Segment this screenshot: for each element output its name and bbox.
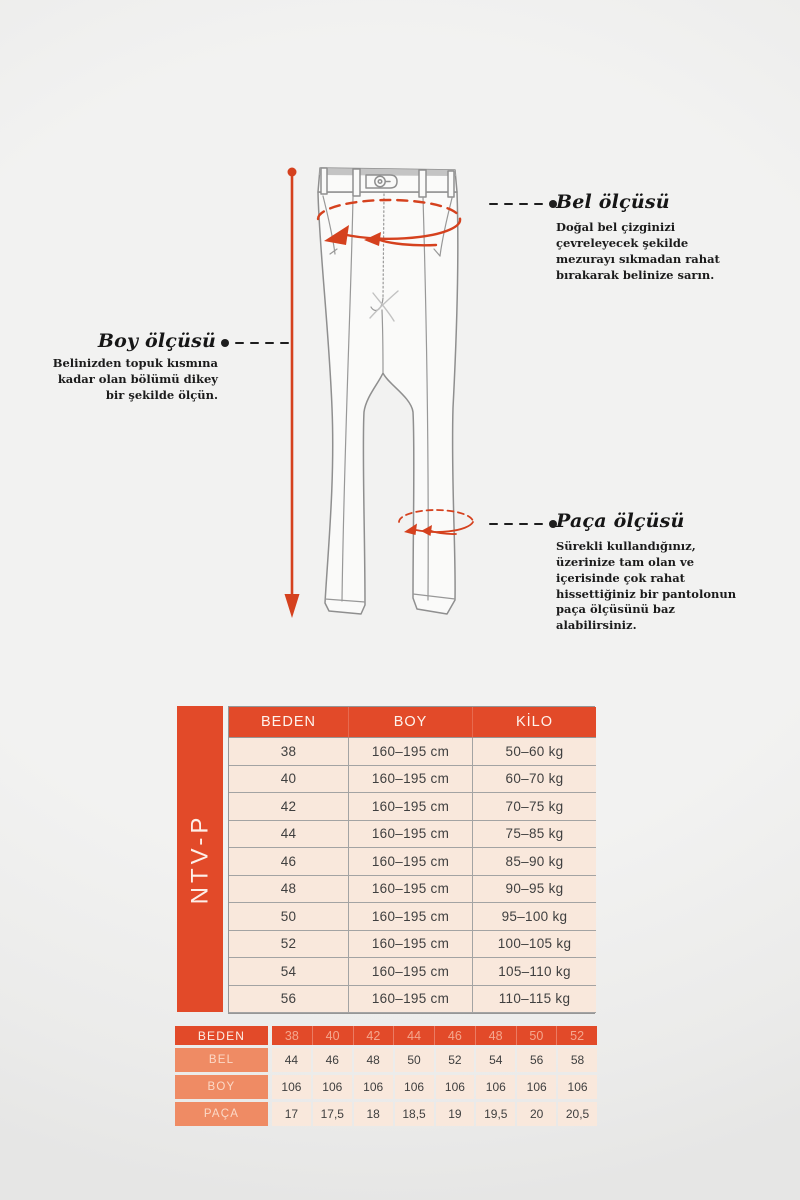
size-header-cell: 42 (353, 1026, 394, 1045)
size-chart-header-cell: BEDEN (229, 707, 349, 738)
table-cell: 56 (517, 1048, 556, 1072)
measure-label-paca: PAÇA (175, 1102, 268, 1126)
size-header-cell: 46 (434, 1026, 475, 1045)
table-cell: 75–85 kg (473, 821, 596, 849)
table-cell: 160–195 cm (349, 958, 473, 986)
table-cell: 160–195 cm (349, 821, 473, 849)
size-header-cell: 44 (393, 1026, 434, 1045)
table-cell: 90–95 kg (473, 876, 596, 904)
pants-drawing (276, 150, 488, 650)
table-cell: 20,5 (558, 1102, 597, 1126)
size-header-cell: 52 (556, 1026, 597, 1045)
size-header-cell: 50 (516, 1026, 557, 1045)
table-cell: 160–195 cm (349, 766, 473, 794)
product-code-bar (177, 706, 223, 1012)
size-header-cell: 40 (312, 1026, 353, 1045)
table-cell: 38 (229, 738, 349, 766)
table-cell: 18 (354, 1102, 393, 1126)
table-cell: 100–105 kg (473, 931, 596, 959)
table-cell: 44 (229, 821, 349, 849)
dash (504, 203, 513, 206)
table-cell: 105–110 kg (473, 958, 596, 986)
table-cell: 160–195 cm (349, 848, 473, 876)
dash (534, 203, 543, 206)
table-cell: 52 (436, 1048, 475, 1072)
table-cell: 160–195 cm (349, 931, 473, 959)
length-arrow-icon (285, 168, 300, 619)
measure-label-beden: BEDEN (175, 1026, 268, 1045)
table-cell: 54 (476, 1048, 515, 1072)
boy-title: Boy ölçüsü (97, 330, 216, 352)
table-cell: 160–195 cm (349, 793, 473, 821)
table-cell: 95–100 kg (473, 903, 596, 931)
table-cell: 160–195 cm (349, 903, 473, 931)
table-cell: 19 (436, 1102, 475, 1126)
size-chart-header-cell: KİLO (473, 707, 596, 738)
table-cell: 110–115 kg (473, 986, 596, 1014)
product-code-label: NTV-P (186, 813, 213, 905)
table-cell: 50–60 kg (473, 738, 596, 766)
dash (235, 342, 244, 345)
size-header-cell: 48 (475, 1026, 516, 1045)
table-cell: 18,5 (395, 1102, 434, 1126)
table-cell: 50 (229, 903, 349, 931)
measurement-table-body (272, 1048, 597, 1126)
table-cell: 106 (517, 1075, 556, 1099)
table-cell: 106 (354, 1075, 393, 1099)
dash (250, 342, 259, 345)
boy-dashed-connector (221, 339, 289, 347)
dash (534, 523, 543, 526)
table-cell: 44 (272, 1048, 311, 1072)
table-cell: 106 (558, 1075, 597, 1099)
table-cell: 60–70 kg (473, 766, 596, 794)
dash (519, 523, 528, 526)
bel-dashed-connector (489, 200, 557, 208)
boy-description: Belinizden topuk kısmına kadar olan bölümü dikey bir şekilde ölçün. (52, 356, 218, 402)
table-cell: 17,5 (313, 1102, 352, 1126)
table-cell: 56 (229, 986, 349, 1014)
paca-title: Paça ölçüsü (556, 510, 685, 532)
table-cell: 48 (354, 1048, 393, 1072)
table-cell: 106 (395, 1075, 434, 1099)
size-chart-header-cell: BOY (349, 707, 473, 738)
paca-description: Sürekli kullandığınız, üzerinize tam olan ve içerisinde çok rahat hissettiğiniz bir pantolonun paça ölçüsünü baz alabilirsiniz. (556, 539, 737, 633)
size-header-cell: 38 (284, 1028, 299, 1043)
table-cell: 42 (229, 793, 349, 821)
table-cell: 70–75 kg (473, 793, 596, 821)
table-cell: 17 (272, 1102, 311, 1126)
table-cell: 46 (229, 848, 349, 876)
table-cell: 160–195 cm (349, 738, 473, 766)
bel-title: Bel ölçüsü (556, 191, 670, 213)
table-cell: 85–90 kg (473, 848, 596, 876)
dash (519, 203, 528, 206)
pants-diagram (276, 150, 488, 650)
size-chart-table (228, 706, 595, 1014)
dash (489, 523, 498, 526)
table-cell: 52 (229, 931, 349, 959)
measurement-table-size-header (272, 1026, 597, 1045)
table-cell: 106 (476, 1075, 515, 1099)
dash (265, 342, 274, 345)
table-cell: 106 (313, 1075, 352, 1099)
bel-description: Doğal bel çizginizi çevreleyecek şekilde mezurayı sıkmadan rahat bırakarak belinize sarın. (556, 220, 720, 282)
table-cell: 160–195 cm (349, 876, 473, 904)
table-cell: 54 (229, 958, 349, 986)
table-cell: 58 (558, 1048, 597, 1072)
connector-dot (221, 339, 229, 347)
table-cell: 106 (436, 1075, 475, 1099)
table-cell: 46 (313, 1048, 352, 1072)
table-cell: 40 (229, 766, 349, 794)
dash (504, 523, 513, 526)
table-cell: 48 (229, 876, 349, 904)
table-cell: 19,5 (476, 1102, 515, 1126)
measure-label-bel: BEL (175, 1048, 268, 1072)
measurement-table-labels (175, 1026, 268, 1126)
dash (280, 342, 289, 345)
table-cell: 20 (517, 1102, 556, 1126)
measure-label-boy: BOY (175, 1075, 268, 1099)
table-cell: 106 (272, 1075, 311, 1099)
paca-dashed-connector (489, 520, 557, 528)
dash (489, 203, 498, 206)
table-cell: 50 (395, 1048, 434, 1072)
table-cell: 160–195 cm (349, 986, 473, 1014)
